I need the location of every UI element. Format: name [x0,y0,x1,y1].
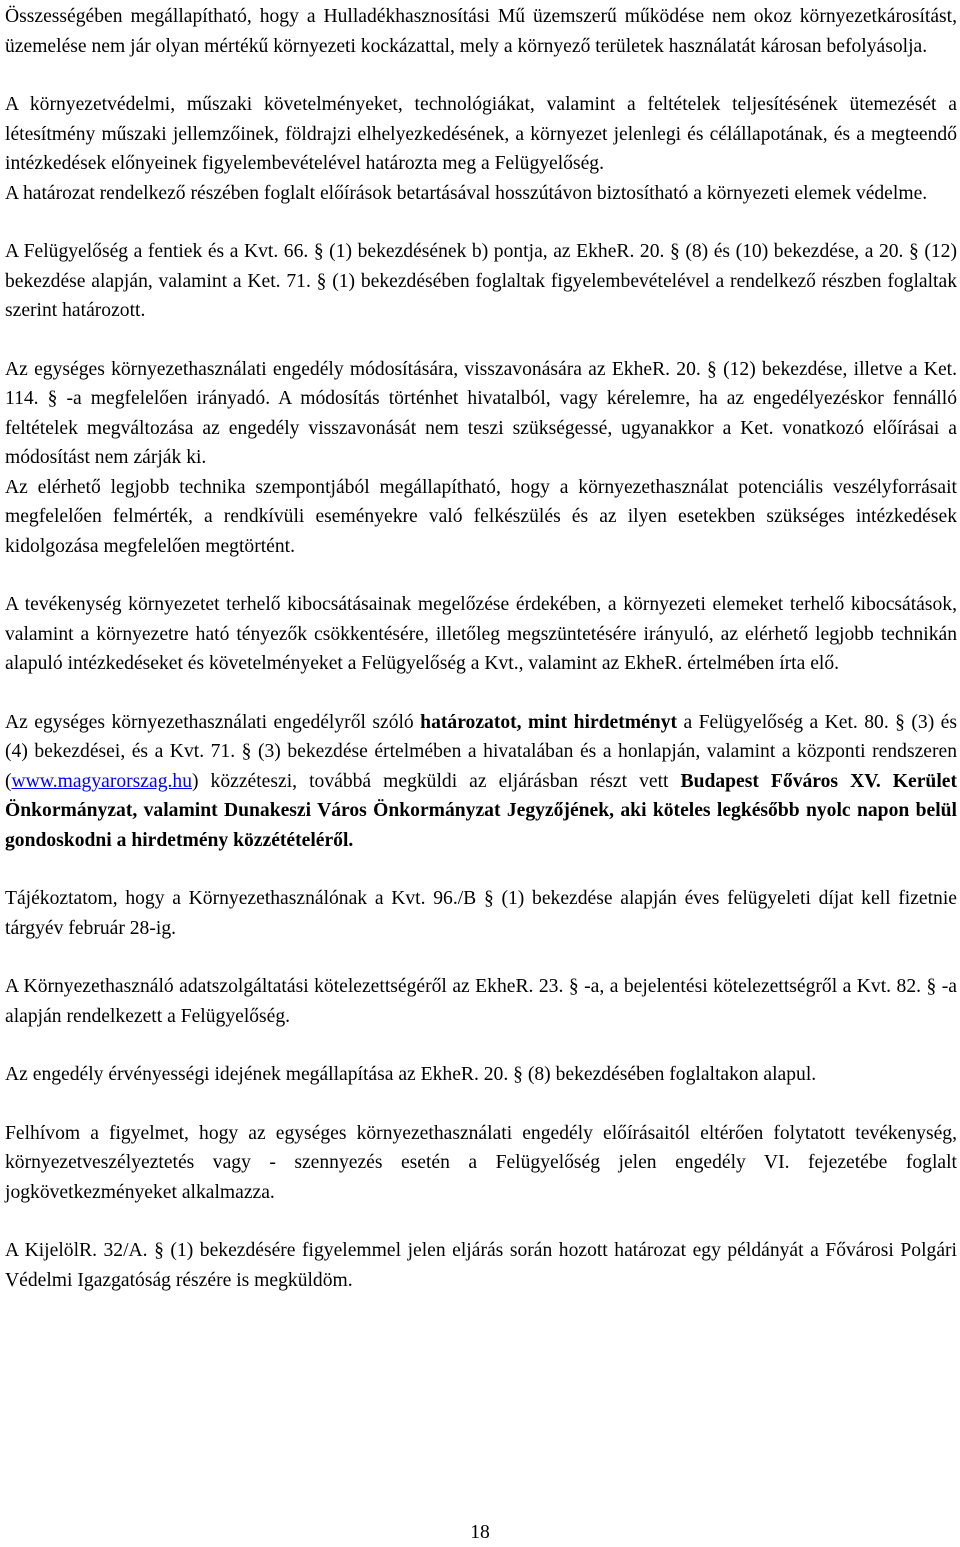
paragraph-fee: Tájékoztatom, hogy a Környezethasználónak a Kvt. 96./B § (1) bekezdése alapján éves felügyeleti díjat kell fizetnie tárgyév február 28-ig. [5,888,957,939]
magyarorszag-link[interactable]: www.magyarorszag.hu [11,770,192,792]
paragraph-legal-basis: A Felügyelőség a fentiek és a Kvt. 66. § (1) bekezdésének b) pontja, az EkheR. 20. § (8) és (10) bekezdése, a 20. § (12) bekezdése alapján, valamint a Ket. 71. § (1) bekezdésében foglaltak figyelembevételével a rendelkező részben foglaltak szerint határozott. [5,241,957,321]
publication-bold-recipients: Budapest Főváros XV. Kerület Önkormányzat, valamint Dunakeszi Város Önkormányzat Jegyzőjének, aki köteles legkésőbb nyolc napon belül gondoskodni a hirdetmény közzétételéről. [5,770,957,851]
publication-text-d: ) közzéteszi, továbbá megküldi az eljárásban részt vett [192,770,681,792]
publication-text-c: a Felügyelőség a Ket. 80. § (3) és (4) bekezdései, és a Kvt. 71. § (3) bekezdése értelmében a hivatalában és a honlapján, valamint a központi rendszeren ( [5,711,957,792]
paragraph-modification: Az egységes környezethasználati engedély módosítására, visszavonására az EkheR. 20. § (12) bekezdése, illetve a Ket. 114. § -a megfelelően irányadó. A módosítás történhet hivatalból, vagy kérelemre, ha az engedélyezéskor fennálló feltételek megváltozása az engedély visszavonását nem teszi szükségessé, ugyanakkor a Ket. vonatkozó előírásai a módosítást nem zárják ki. [5,358,957,468]
paragraph-civil-defense: A KijelölR. 32/A. § (1) bekezdésére figyelemmel jelen eljárás során hozott határozat egy példányát a Fővárosi Polgári Védelmi Igazgatóság részére is megküldöm. [5,1240,957,1291]
paragraph-warning: Felhívom a figyelmet, hogy az egységes környezethasználati engedély előírásaitól eltérően folytatott tevékenység, környezetveszélyeztetés vagy - szennyezés esetén a Felügyelőség jelen engedély VI. fejezetébe foglalt jogkövetkezményeket alkalmazza. [5,1122,957,1203]
paragraph-protection: A határozat rendelkező részében foglalt előírások betartásával hosszútávon biztosítható a környezeti elemek védelme. [5,182,928,204]
paragraph-data-reporting: A Környezethasználó adatszolgáltatási kötelezettségéről az EkheR. 23. § -a, a bejelentési kötelezettségről a Kvt. 82. § -a alapján rendelkezett a Felügyelőség. [5,976,957,1027]
document-page [5,0,957,1295]
paragraph-best-technique: Az elérhető legjobb technika szempontjából megállapítható, hogy a környezethasználat potenciális veszélyforrásait megfelelően felmérték, a rendkívüli eseményekre való felkészülés és az ilyen esetekben szükséges intézkedések kidolgozása megfelelően megtörtént. [5,476,957,557]
page-number: 18 [470,1522,490,1543]
paragraph-requirements: A környezetvédelmi, műszaki követelményeket, technológiákat, valamint a feltételek teljesítésének ütemezését a létesítmény műszaki jellemzőinek, földrajzi elhelyezkedésének, a környezet jelenlegi és célállapotának, és a megteendő intézkedések előnyeinek figyelembevételével határozta meg a Felügyelőség. [5,94,957,174]
publication-bold-notice: határozatot, mint hirdetményt [420,711,678,733]
publication-text-a: Az egységes környezethasználati engedélyről szóló [5,711,421,733]
paragraph-publication [5,708,957,856]
paragraph-emissions: A tevékenység környezetet terhelő kibocsátásainak megelőzése érdekében, a környezeti elemeket terhelő kibocsátások, valamint a környezetre ható tényezők csökkentésére, illetőleg megszüntetésére irányuló, az elérhető legjobb technikán alapuló intézkedéseket és követelményeket a Felügyelőség a Kvt., valamint az EkheR. értelmében írta elő. [5,594,957,674]
paragraph-conclusion: Összességében megállapítható, hogy a Hulladékhasznosítási Mű üzemszerű működése nem okoz környezetkárosítást, üzemelése nem jár olyan mértékű környezeti kockázattal, mely a környező területek használatát károsan befolyásolja. [5,6,957,57]
paragraph-validity: Az engedély érvényességi idejének megállapítása az EkheR. 20. § (8) bekezdésében foglaltakon alapul. [5,1064,817,1085]
